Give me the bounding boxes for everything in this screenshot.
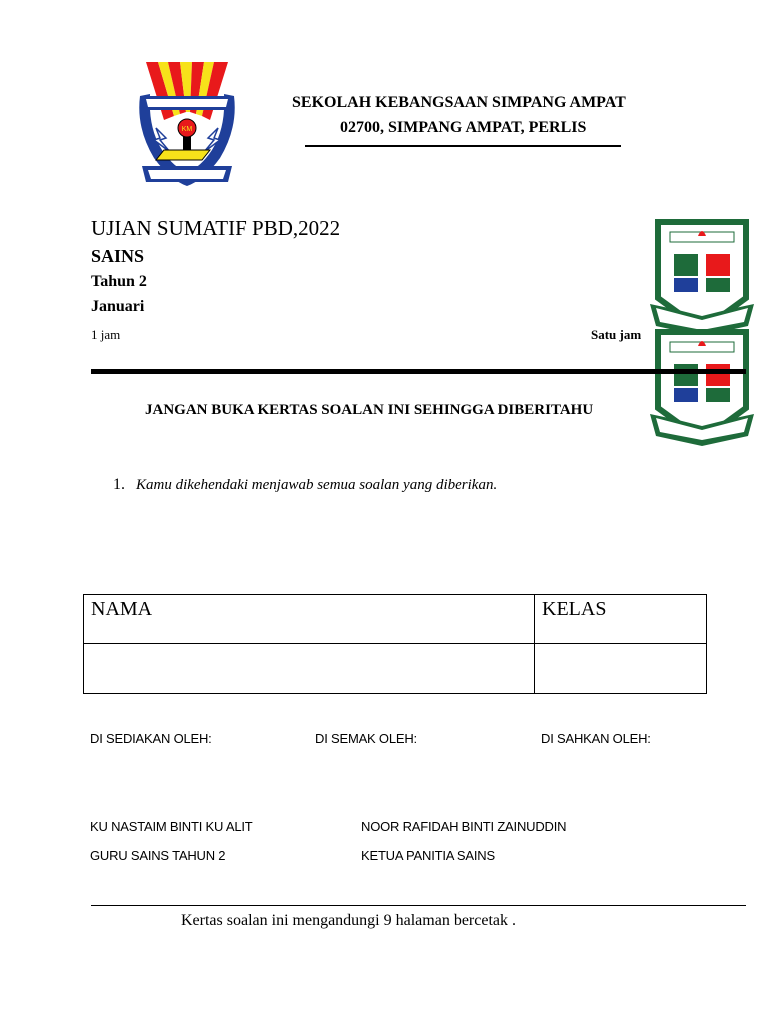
- instruction-number: 1.: [113, 476, 125, 493]
- student-id-table: [83, 594, 707, 694]
- checker-role: KETUA PANITIA SAINS: [361, 848, 495, 863]
- preparer-name: KU NASTAIM BINTI KU ALIT: [90, 819, 253, 834]
- school-name: SEKOLAH KEBANGSAAN SIMPANG AMPAT: [292, 94, 626, 111]
- school-badge-logo-duplicate: [648, 328, 756, 448]
- section-divider: [91, 369, 746, 374]
- exam-year: Tahun 2: [91, 273, 147, 290]
- page-count-note: Kertas soalan ini mengandungi 9 halaman bercetak .: [181, 912, 516, 929]
- header-divider: [305, 145, 621, 147]
- prepared-by-label: DI SEDIAKAN OLEH:: [90, 731, 212, 746]
- name-field[interactable]: [84, 644, 535, 694]
- duration-short: 1 jam: [91, 327, 121, 342]
- verified-by-label: DI SAHKAN OLEH:: [541, 731, 651, 746]
- preparer-role: GURU SAINS TAHUN 2: [90, 848, 226, 863]
- name-label: NAMA: [84, 595, 535, 644]
- svg-text:KM: KM: [181, 126, 193, 133]
- checker-name: NOOR RAFIDAH BINTI ZAINUDDIN: [361, 819, 567, 834]
- class-label: KELAS: [535, 595, 707, 644]
- exam-warning: JANGAN BUKA KERTAS SOALAN INI SEHINGGA DIBERITAHU: [145, 402, 594, 418]
- checked-by-label: DI SEMAK OLEH:: [315, 731, 417, 746]
- footer-divider: [91, 905, 746, 906]
- exam-title: UJIAN SUMATIF PBD,2022: [91, 216, 341, 240]
- exam-subject: SAINS: [91, 246, 145, 266]
- school-crest-logo: [134, 58, 240, 190]
- exam-month: Januari: [91, 298, 145, 315]
- instruction-text: Kamu dikehendaki menjawab semua soalan yang diberikan.: [136, 477, 498, 493]
- duration-long: Satu jam: [591, 327, 642, 342]
- school-badge-logo: [648, 218, 756, 338]
- school-address: 02700, SIMPANG AMPAT, PERLIS: [340, 119, 587, 136]
- class-field[interactable]: [535, 644, 707, 694]
